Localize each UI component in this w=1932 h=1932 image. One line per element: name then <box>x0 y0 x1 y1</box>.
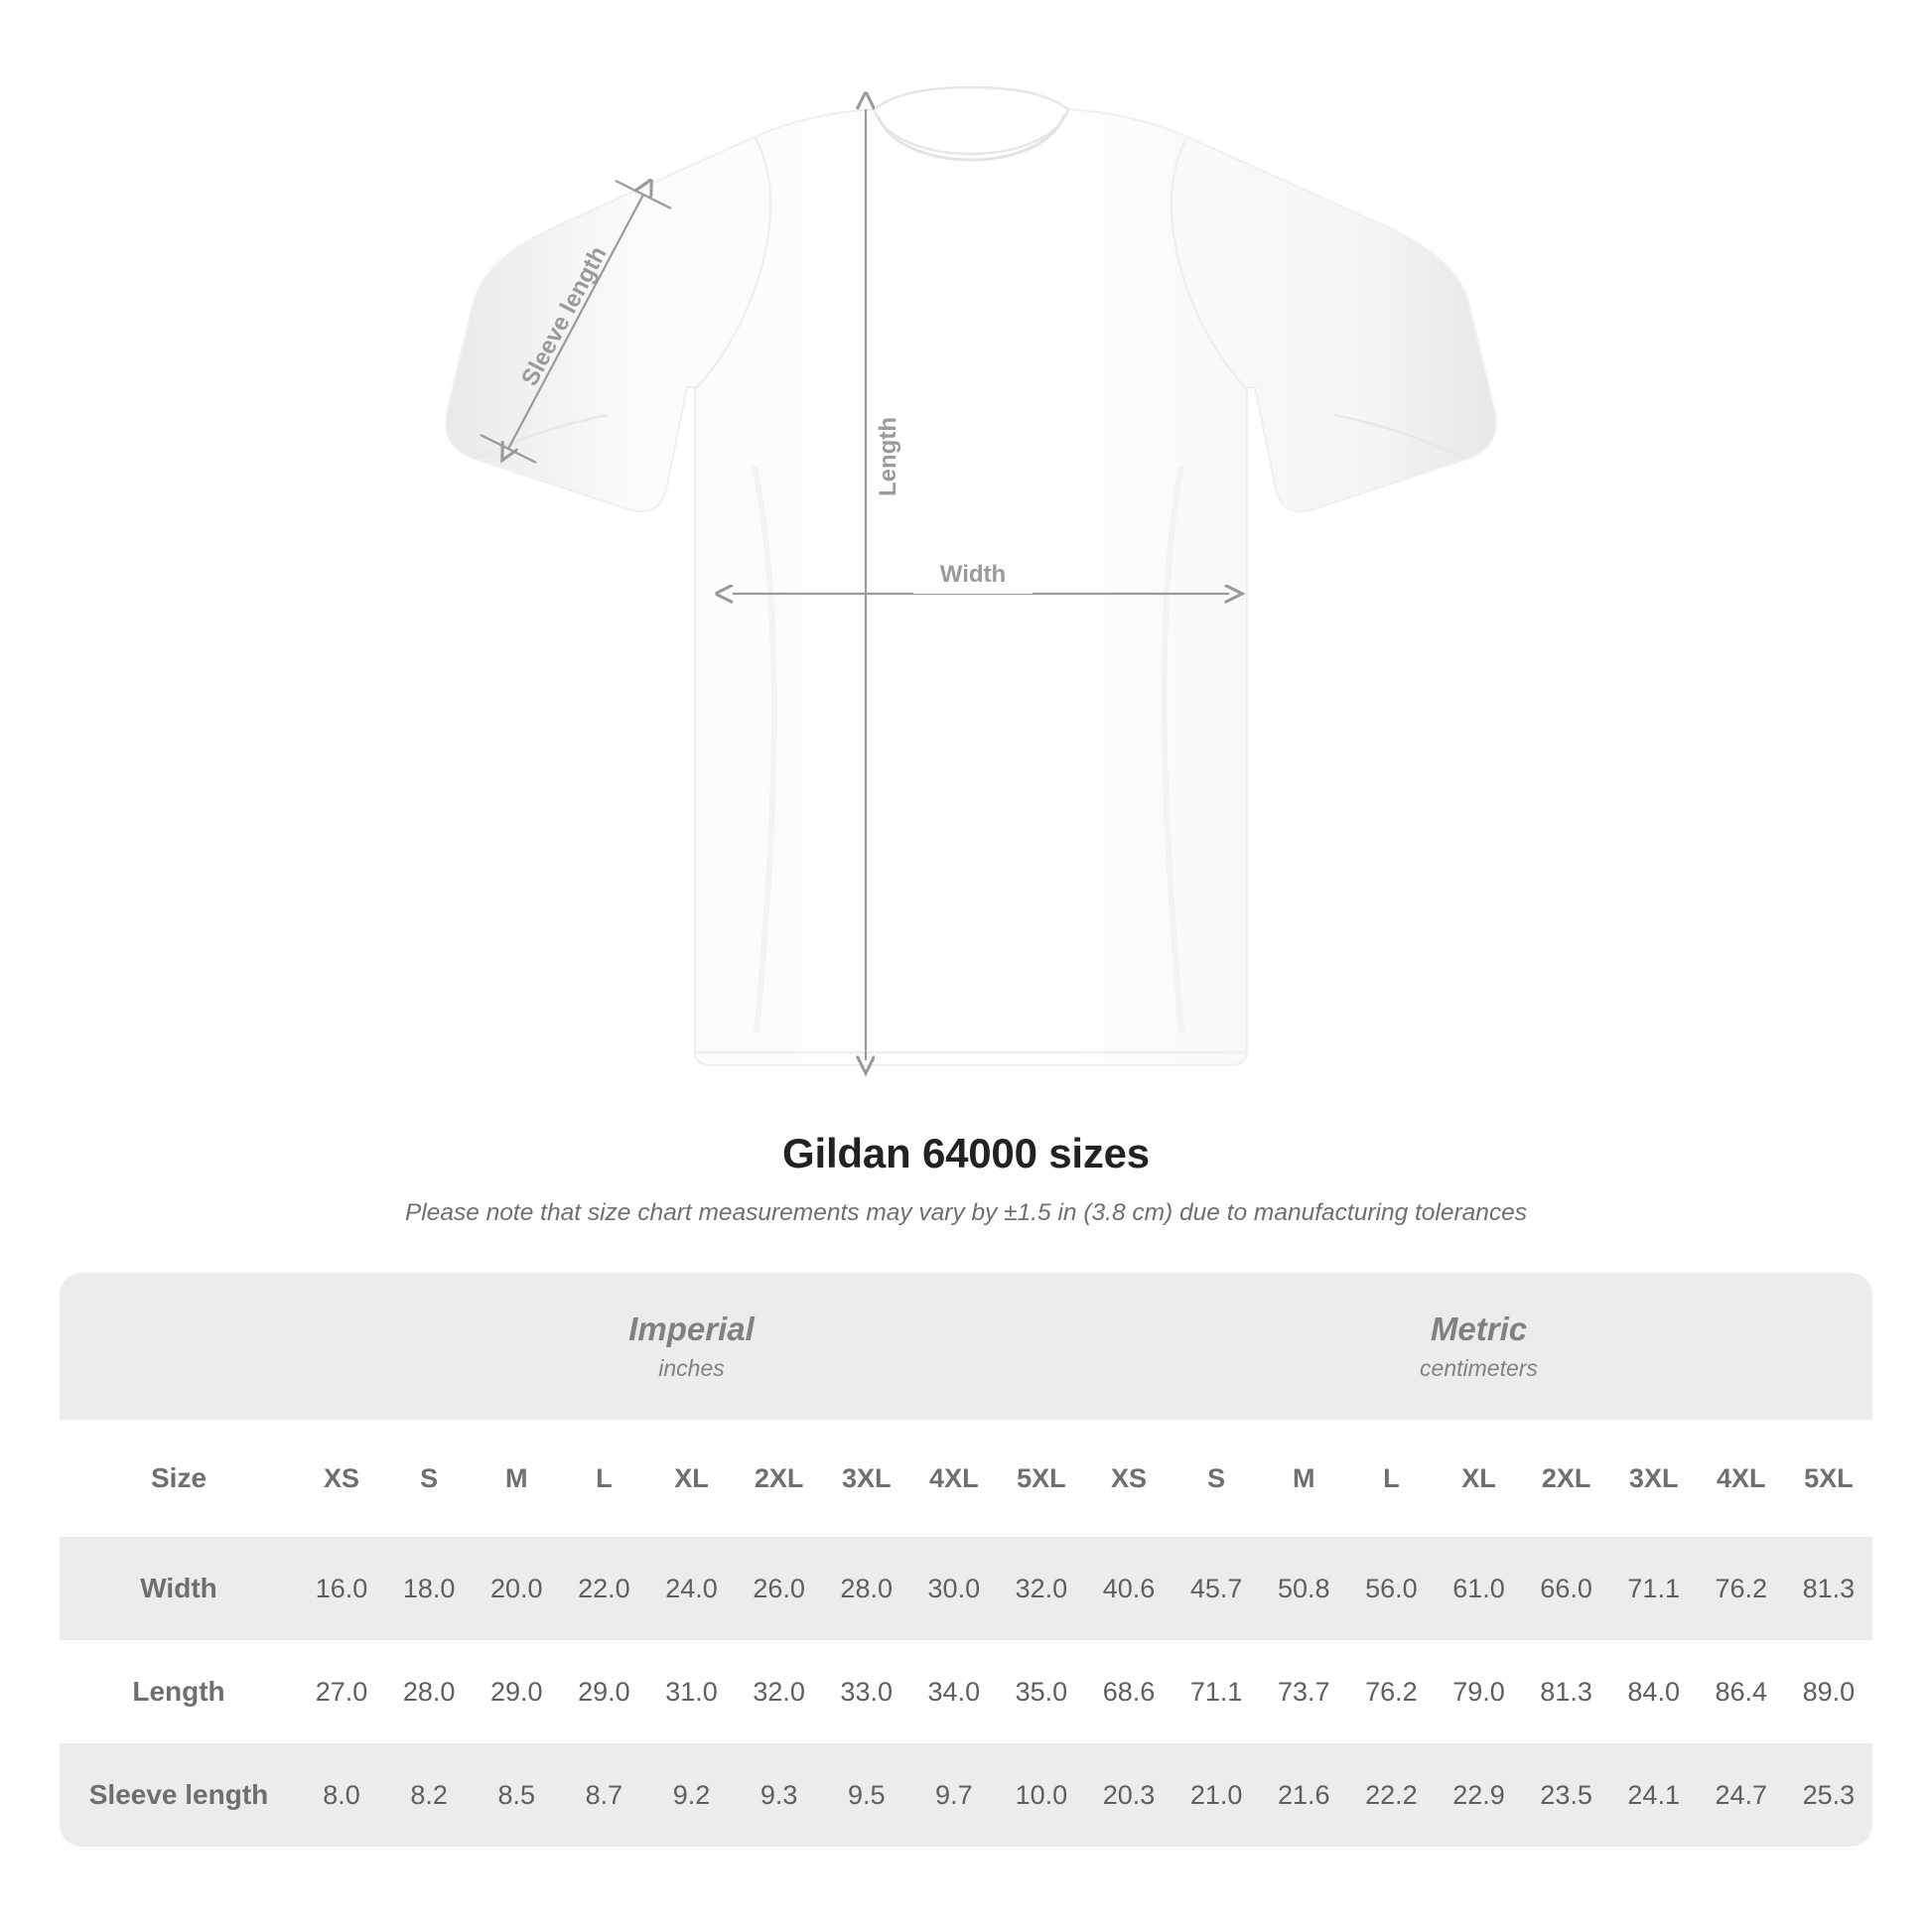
dimension-label-width <box>913 554 1033 594</box>
measurement-cell: 10.0 <box>998 1743 1085 1847</box>
measurement-cell: 89.0 <box>1785 1640 1872 1743</box>
width-label-text: Width <box>939 561 1007 588</box>
measurement-cell: 76.2 <box>1347 1640 1435 1743</box>
size-header-cell: 3XL <box>823 1420 910 1537</box>
measurement-cell: 20.0 <box>473 1537 560 1640</box>
measurement-cell: 79.0 <box>1435 1640 1522 1743</box>
measurement-cell: 22.9 <box>1435 1743 1522 1847</box>
measurement-cell: 50.8 <box>1260 1537 1347 1640</box>
measurement-cell: 24.1 <box>1610 1743 1698 1847</box>
measurement-cell: 18.0 <box>385 1537 473 1640</box>
size-header-cell: 5XL <box>998 1420 1085 1537</box>
row-label: Width <box>60 1537 298 1640</box>
measurement-cell: 22.2 <box>1347 1743 1435 1847</box>
measurement-cell: 27.0 <box>298 1640 385 1743</box>
size-header-cell: XL <box>1435 1420 1522 1537</box>
measurement-cell: 61.0 <box>1435 1537 1522 1640</box>
measurement-cell: 81.3 <box>1523 1640 1610 1743</box>
measurement-cell: 73.7 <box>1260 1640 1347 1743</box>
size-header-cell: S <box>385 1420 473 1537</box>
measurement-cell: 28.0 <box>385 1640 473 1743</box>
measurement-cell: 84.0 <box>1610 1640 1698 1743</box>
measurement-cell: 66.0 <box>1523 1537 1610 1640</box>
unit-subtitle: inches <box>658 1355 725 1382</box>
size-header-cell: XL <box>647 1420 735 1537</box>
measurement-cell: 71.1 <box>1173 1640 1260 1743</box>
table-row <box>60 1537 1872 1640</box>
size-header-cell: 2XL <box>736 1420 823 1537</box>
tolerance-note: Please note that size chart measurements may vary by ±1.5 in (3.8 cm) due to manufacturing tolerances <box>404 1199 1528 1226</box>
size-header-cell: 5XL <box>1785 1420 1872 1537</box>
measurement-cell: 45.7 <box>1173 1537 1260 1640</box>
size-table-wrapper <box>60 1273 1872 1847</box>
measurement-cell: 16.0 <box>298 1537 385 1640</box>
measurement-cell: 86.4 <box>1698 1640 1785 1743</box>
measurement-cell: 29.0 <box>560 1640 647 1743</box>
unit-header-imperial <box>298 1273 1085 1420</box>
measurement-cell: 22.0 <box>560 1537 647 1640</box>
page-title: Gildan 64000 sizes <box>782 1130 1150 1176</box>
measurement-cell: 68.6 <box>1085 1640 1173 1743</box>
measurement-cell: 23.5 <box>1523 1743 1610 1847</box>
measurement-cell: 8.7 <box>560 1743 647 1847</box>
row-label: Length <box>60 1640 298 1743</box>
table-row <box>60 1640 1872 1743</box>
measurement-cell: 31.0 <box>647 1640 735 1743</box>
row-label: Sleeve length <box>60 1743 298 1847</box>
measurement-cell: 9.5 <box>823 1743 910 1847</box>
measurement-cell: 21.0 <box>1173 1743 1260 1847</box>
measurement-cell: 20.3 <box>1085 1743 1173 1847</box>
measurement-cell: 29.0 <box>473 1640 560 1743</box>
length-label-text: Length <box>875 417 901 496</box>
size-header-cell: 2XL <box>1523 1420 1610 1537</box>
measurement-cell: 21.6 <box>1260 1743 1347 1847</box>
measurement-cell: 34.0 <box>910 1640 998 1743</box>
size-header-cell: L <box>1347 1420 1435 1537</box>
measurement-cell: 9.7 <box>910 1743 998 1847</box>
measurement-cell: 32.0 <box>998 1537 1085 1640</box>
unit-name: Metric <box>1430 1310 1528 1347</box>
size-header-cell: M <box>1260 1420 1347 1537</box>
sleeve-label-text: Sleeve length <box>516 241 613 391</box>
size-header-row <box>60 1420 1872 1537</box>
measurement-cell: 40.6 <box>1085 1537 1173 1640</box>
unit-header-blank <box>60 1273 298 1420</box>
measurement-cell: 24.7 <box>1698 1743 1785 1847</box>
unit-header-metric <box>1085 1273 1872 1420</box>
measurement-cell: 30.0 <box>910 1537 998 1640</box>
size-header-cell: XS <box>298 1420 385 1537</box>
size-table <box>60 1273 1872 1847</box>
measurement-cell: 71.1 <box>1610 1537 1698 1640</box>
size-header-cell: S <box>1173 1420 1260 1537</box>
size-header-cell: 3XL <box>1610 1420 1698 1537</box>
measurement-cell: 9.3 <box>736 1743 823 1847</box>
measurement-cell: 76.2 <box>1698 1537 1785 1640</box>
measurement-cell: 8.5 <box>473 1743 560 1847</box>
unit-header-row <box>60 1273 1872 1420</box>
size-header-cell: 4XL <box>910 1420 998 1537</box>
measurement-cell: 8.2 <box>385 1743 473 1847</box>
measurement-cell: 9.2 <box>647 1743 735 1847</box>
title-block <box>0 1130 1932 1227</box>
table-row <box>60 1743 1872 1847</box>
measurement-cell: 33.0 <box>823 1640 910 1743</box>
measurement-cell: 25.3 <box>1785 1743 1872 1847</box>
measurement-cell: 8.0 <box>298 1743 385 1847</box>
measurement-cell: 28.0 <box>823 1537 910 1640</box>
size-header-cell: XS <box>1085 1420 1173 1537</box>
row-label-header: Size <box>60 1420 298 1537</box>
measurement-cell: 26.0 <box>736 1537 823 1640</box>
dimension-label-length <box>874 389 917 522</box>
measurement-cell: 24.0 <box>647 1537 735 1640</box>
size-header-cell: 4XL <box>1698 1420 1785 1537</box>
unit-name: Imperial <box>628 1310 755 1347</box>
measurement-cell: 35.0 <box>998 1640 1085 1743</box>
unit-subtitle: centimeters <box>1420 1355 1538 1382</box>
measurement-cell: 32.0 <box>736 1640 823 1743</box>
size-header-cell: L <box>560 1420 647 1537</box>
size-header-cell: M <box>473 1420 560 1537</box>
measurement-cell: 81.3 <box>1785 1537 1872 1640</box>
measurement-cell: 56.0 <box>1347 1537 1435 1640</box>
